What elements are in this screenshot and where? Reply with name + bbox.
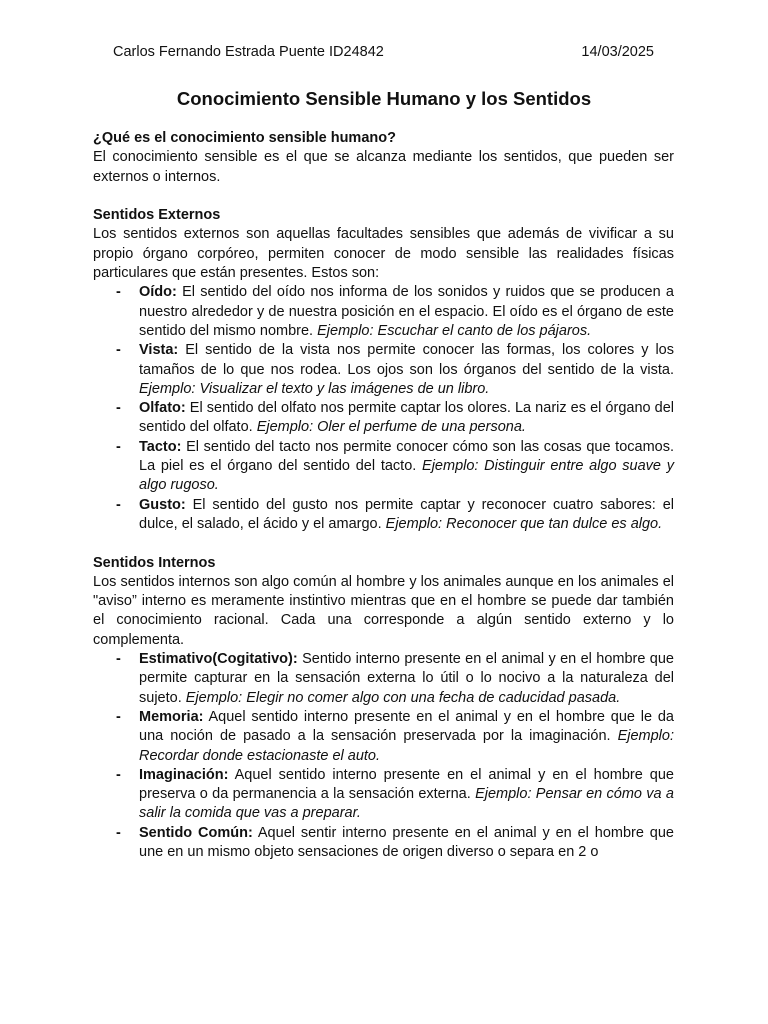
- item-term: Memoria:: [139, 708, 204, 725]
- spacer: [93, 187, 674, 206]
- internal-senses-list: [93, 650, 674, 862]
- document-body: [93, 129, 674, 862]
- item-example: Ejemplo: Reconocer que tan dulce es algo.: [385, 515, 663, 532]
- item-example: Ejemplo: Oler el perfume de una persona.: [256, 419, 526, 436]
- dash-bullet: -: [116, 284, 121, 301]
- dash-bullet: -: [116, 438, 121, 455]
- internal-senses-heading: Sentidos Internos: [93, 554, 216, 571]
- item-term: Sentido Común:: [139, 824, 253, 841]
- list-item: [93, 399, 674, 438]
- item-term: Oído:: [139, 284, 177, 301]
- item-text: Sentido interno presente en el animal y en el hombre que permite capturar en la sensación externa lo útil o lo nocivo a la naturaleza del sujeto.: [139, 651, 674, 706]
- list-item: [93, 766, 674, 824]
- item-text: El sentido del oído nos informa de los sonidos y ruidos que se producen a nuestro alrededor y de nuestra posición en el espacio. El oído es el órgano de este sentido del mismo nombre.: [139, 284, 674, 339]
- item-text: Aquel sentir interno presente en el animal y en el hombre que une en un mismo objeto sensaciones de origen diverso o separa en 2 o: [139, 824, 674, 860]
- list-item: [93, 824, 674, 863]
- item-example: Ejemplo: Pensar en cómo va a salir la comida que vas a preparar.: [139, 786, 674, 822]
- item-text: El sentido del olfato nos permite captar los olores. La nariz es el órgano del sentido del olfato.: [139, 400, 674, 436]
- dash-bullet: -: [116, 708, 121, 725]
- dash-bullet: -: [116, 766, 121, 783]
- dash-bullet: -: [116, 824, 121, 841]
- item-example: Ejemplo: Visualizar el texto y las imágenes de un libro.: [139, 380, 490, 397]
- item-term: Olfato:: [139, 400, 186, 417]
- internal-senses-paragraph: Los sentidos internos son algo común al hombre y los animales aunque en los animales el "aviso” interno es meramente instintivo mientras que en el hombre se puede dar también el conocimiento racional. Cada una corresponde a algún sentido externo y lo complementa.: [93, 573, 674, 648]
- list-item: [93, 341, 674, 399]
- item-term: Tacto:: [139, 438, 182, 455]
- dash-bullet: -: [116, 496, 121, 513]
- item-example: Ejemplo: Escuchar el canto de los pájaros.: [317, 322, 592, 339]
- item-term: Imaginación:: [139, 766, 229, 783]
- item-text: El sentido del gusto nos permite captar y reconocer cuatro sabores: el dulce, el salado, el ácido y el amargo.: [139, 496, 674, 532]
- item-text: El sentido del tacto nos permite conocer cómo son las cosas que tocamos. La piel es el órgano del sentido del tacto.: [139, 438, 674, 475]
- item-text: Aquel sentido interno presente en el animal y en el hombre que preserva o da permanencia a la sensación externa.: [139, 766, 674, 803]
- author-line: Carlos Fernando Estrada Puente ID24842: [113, 44, 384, 60]
- item-example: Ejemplo: Recordar donde estacionaste el auto.: [139, 728, 674, 764]
- dash-bullet: -: [116, 342, 121, 359]
- spacer: [93, 534, 674, 553]
- external-senses-list: [93, 283, 674, 534]
- list-item: [93, 708, 674, 766]
- intro-answer: El conocimiento sensible es el que se alcanza mediante los sentidos, que pueden ser externos o internos.: [93, 149, 674, 185]
- item-term: Vista:: [139, 342, 179, 359]
- list-item: [93, 438, 674, 496]
- item-text: Aquel sentido interno presente en el animal y en el hombre que le da una noción de pasado a la sensación preservada por la imaginación.: [139, 708, 674, 745]
- intro-question: ¿Qué es el conocimiento sensible humano?: [93, 130, 396, 146]
- document-title: Conocimiento Sensible Humano y los Sentidos: [176, 88, 592, 109]
- page-header: [113, 43, 654, 61]
- item-term: Estimativo(Cogitativo):: [139, 651, 298, 668]
- list-item: [93, 650, 674, 708]
- external-senses-heading: Sentidos Externos: [93, 207, 221, 224]
- item-example: Ejemplo: Distinguir entre algo suave y algo rugoso.: [139, 458, 674, 494]
- date: 14/03/2025: [581, 44, 654, 60]
- item-example: Ejemplo: Elegir no comer algo con una fecha de caducidad pasada.: [185, 689, 621, 706]
- dash-bullet: -: [116, 651, 121, 668]
- item-term: Gusto:: [139, 496, 186, 513]
- item-text: El sentido de la vista nos permite conocer las formas, los colores y los tamaños de lo que nos rodea. Los ojos son los órganos del sentido de la vista.: [139, 342, 674, 378]
- list-item: [93, 283, 674, 341]
- external-senses-paragraph: Los sentidos externos son aquellas facultades sensibles que además de vivificar a su propio órgano corpóreo, permiten conocer de modo sensible las realidades físicas particulares que están presentes. Estos son:: [93, 226, 674, 282]
- list-item: [93, 496, 674, 535]
- dash-bullet: -: [116, 400, 121, 417]
